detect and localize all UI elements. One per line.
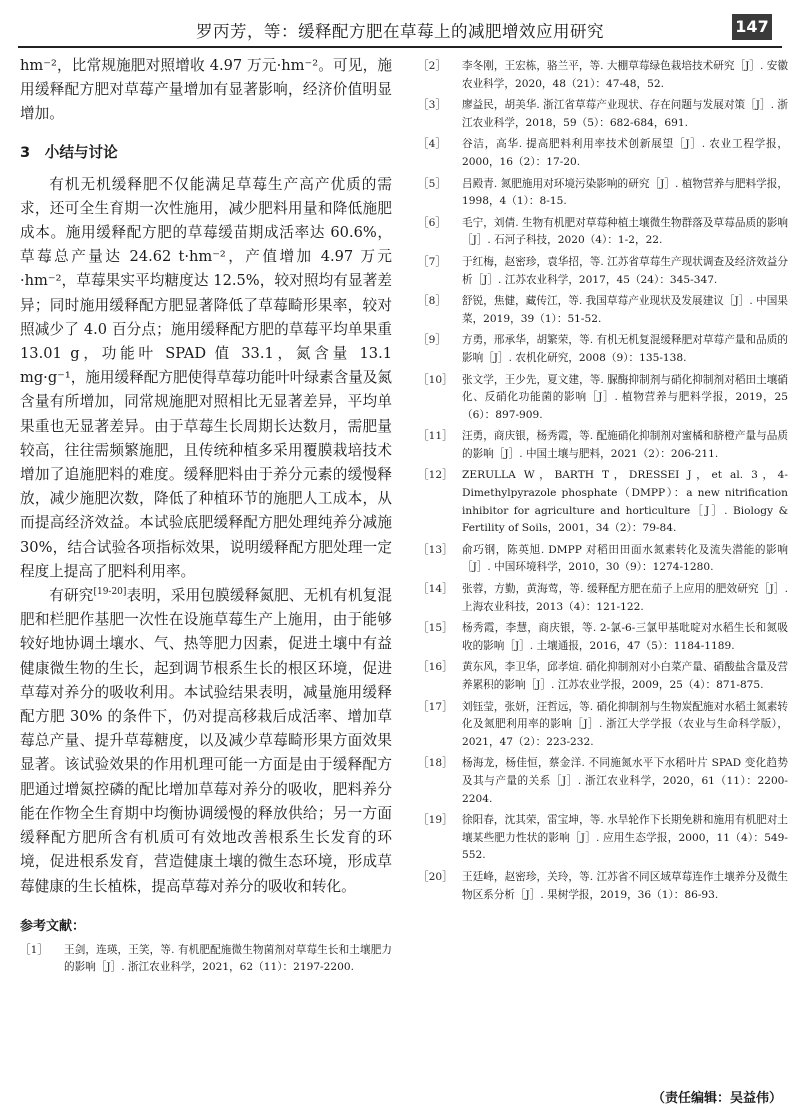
reference-item xyxy=(418,812,788,865)
reference-text: 吕殿青. 氮肥施用对环境污染影响的研究［J］. 植物营养与肥料学报，1998，4（1）：8-15. xyxy=(462,177,788,208)
reference-item xyxy=(418,659,788,694)
reference-item xyxy=(418,699,788,752)
section-heading: 3 小结与讨论 xyxy=(20,143,118,161)
reference-text: 张文学，王少先，夏文建，等. 脲酶抑制剂与硝化抑制剂对稻田土壤硝化、反硝化功能菌的影响［J］. 植物营养与肥料学报，2019，25（6）：897-909. xyxy=(462,373,788,421)
citation-ref[interactable]: [19-20] xyxy=(93,587,127,598)
reference-number: ［16］ xyxy=(418,661,453,674)
reference-text: 廖益民，胡美华. 浙江省草莓产业现状、存在问题与发展对策［J］. 浙江农业科学，2018，59（5）：682-684，691. xyxy=(462,99,788,129)
reference-text: 毛宁，刘倩. 生物有机肥对草莓种植土壤微生物群落及草莓品质的影响［J］. 石河子科技，2020（4）：1-2，22. xyxy=(462,216,788,247)
reference-item xyxy=(418,58,788,93)
reference-text: 方勇，邢承华，胡繁荣，等. 有机无机复混缓释肥对草莓产量和品质的影响［J］. 农机化研究，2008（9）：135-138. xyxy=(462,334,788,364)
paragraph-text: 表明，采用包膜缓释氮肥、无机有机复混肥和栏肥作基肥一次性在设施草莓生产上施用，由于能够较好地协调土壤水、气、热等肥力因素，促进土壤中有益健康微生物的生长，起到调节根系生长的根区环境，促进草莓对养分的吸收利用。本试验结果表明，减量施用缓释配方肥 30% 的条件下，仍对提高移栽后成活率、增加草莓总产量、提升草莓糖度，以及减少草莓畸形果方面效果显著。该试验效果的作用机理可能一方面是由于缓释配方肥通过增氮控磷的配比增加草莓对养分的吸收，肥料养分能在作物全生育期中均衡协调缓慢的释放供给；另一方面缓释配方肥所含有机质可有效地改善根系生长发育的环境，促进根系发育，营造健康土壤的微生态环境，形成草莓健康的生长植株，提高草莓对养分的吸收和转化。 xyxy=(20,587,392,895)
reference-text: 于红梅，赵密珍，袁华招，等. 江苏省草莓生产现状调查及经济效益分析［J］. 江苏农业科学，2017，45（24）：345-347. xyxy=(462,255,788,286)
reference-text: 徐阳春，沈其荣，雷宝坤，等. 水旱轮作下长期免耕和施用有机肥对土壤某些肥力性状的影响［J］. 应用生态学报，2000，11（4）：549-552. xyxy=(462,814,788,862)
header-rule xyxy=(18,46,782,48)
reference-item xyxy=(418,97,788,132)
reference-number: ［18］ xyxy=(418,757,453,770)
reference-item xyxy=(418,755,788,808)
reference-text: 刘钰莹，张妍，汪哲远，等. 硝化抑制剂与生物炭配施对水稻土氮素转化及氮肥利用率的影响［J］. 浙江大学学报（农业与生命科学版），2021，47（2）：223-232. xyxy=(462,700,788,748)
reference-item xyxy=(418,215,788,250)
reference-text: 张蓉，方勤，黄海莺，等. 缓释配方肥在茄子上应用的肥效研究［J］. 上海农业科技，2013（4）：121-122. xyxy=(462,583,788,613)
reference-text: 俞巧钢，陈英旭. DMPP 对稻田田面水氮素转化及流失潜能的影响［J］. 中国环境科学，2010，30（9）：1274-1280. xyxy=(462,543,788,574)
reference-text: ZERULLA W，BARTH T，DRESSEI J，et al. 3，4-Dimethylpyrazole phosphate（DMPP）：a new nitrification inhibitor for agriculture and horticulture［J］. Biology & Fertility of Soils，2001，34（2）：79-84. xyxy=(462,469,788,535)
reference-text: 李冬刚，王宏栋，骆兰平，等. 大棚草莓绿色栽培技术研究［J］. 安徽农业科学，2020，48（21）：47-48，52. xyxy=(462,60,788,90)
reference-item xyxy=(20,942,392,977)
reference-item xyxy=(418,581,788,616)
reference-number: ［7］ xyxy=(418,255,446,268)
running-title: 罗丙芳，等：缓释配方肥在草莓上的减肥增效应用研究 xyxy=(196,22,604,41)
page-header xyxy=(0,0,800,58)
reference-number: ［11］ xyxy=(418,430,453,443)
reference-text: 杨海龙，杨佳恒，蔡金洋. 不同施氮水平下水稻叶片 SPAD 变化趋势及其与产量的关系［J］. 浙江农业科学，2020，61（11）：2200-2204. xyxy=(462,757,788,805)
references-heading: 参考文献： xyxy=(20,918,86,934)
discussion-paragraph-2 xyxy=(20,584,392,899)
reference-number: ［2］ xyxy=(418,60,446,72)
reference-item xyxy=(418,467,788,537)
reference-item xyxy=(418,332,788,367)
discussion-paragraph-1: 有机无机缓释肥不仅能满足草莓生产高产优质的需求，还可全生育期一次性施用，减少肥料用量和降低施肥成本。施用缓释配方肥的草莓缓苗期成活率达 60.6%，草莓总产量达 24.62 t·hm⁻²，产值增加 4.97 万元·hm⁻²，草莓果实平均糖度达 12.5%，较对照均有显著差异；同时施用缓释配方肥显著降低了草莓畸形果率，较对照减少了 4.0 百分点；施用缓释配方肥的草莓平均单果重 13.01 g，功能叶 SPAD 值 33.1，氮含量 13.1 mg·g⁻¹，施用缓释配方肥使得草莓功能叶叶绿素含量及氮含量有所增加，同常规施肥对照相比无显著差异，平均单果重也无显著差异。由于草莓生长周期长达数月，需肥量较高，往往需频繁施肥，且传统种植多采用覆膜栽培技术增加了追施肥料的难度。缓释肥料由于养分元素的缓慢释放，减少施肥次数，降低了种植环节的施肥人工成本，从而提高经济效益。本试验底肥缓释配方肥处理纯养分减施 30%，结合试验各项指标效果，说明缓释配方肥处理一定程度上提高了肥料利用率。 xyxy=(20,175,392,580)
right-column xyxy=(418,58,788,908)
reference-number: ［19］ xyxy=(418,814,453,827)
reference-text: 谷洁，高华. 提高肥料利用率技术创新展望［J］. 农业工程学报，2000，16（2）：17-20. xyxy=(462,138,788,168)
reference-item xyxy=(418,293,788,328)
reference-item xyxy=(418,254,788,289)
reference-item xyxy=(418,869,788,904)
reference-number: ［14］ xyxy=(418,583,453,596)
reference-number: ［20］ xyxy=(418,870,453,883)
reference-text: 王剑，连瑛，王笑，等. 有机肥配施微生物菌剂对草莓生长和土壤肥力的影响［J］. 浙江农业科学，2021，62（11）：2197-2200. xyxy=(64,943,392,974)
paragraph-text: 有研究 xyxy=(49,587,94,605)
reference-number: ［6］ xyxy=(418,216,446,229)
reference-number: ［10］ xyxy=(418,373,453,386)
reference-number: ［12］ xyxy=(418,469,453,482)
reference-item xyxy=(418,620,788,655)
reference-item xyxy=(418,542,788,577)
reference-number: ［3］ xyxy=(418,99,446,112)
reference-number: ［5］ xyxy=(418,177,446,190)
reference-text: 黄东风，李卫华，邱孝煊. 硝化抑制剂对小白菜产量、硝酸盐含量及营养累积的影响［J］. 江苏农业学报，2009，25（4）：871-875. xyxy=(462,661,788,691)
reference-item xyxy=(418,176,788,211)
editor-credit: （责任编辑：吴益伟） xyxy=(651,1091,782,1106)
reference-number: ［1］ xyxy=(20,943,48,956)
left-column xyxy=(20,54,392,980)
reference-number: ［4］ xyxy=(418,138,446,151)
reference-item xyxy=(418,428,788,463)
reference-number: ［8］ xyxy=(418,295,446,308)
reference-number: ［9］ xyxy=(418,334,446,347)
page-number: 147 xyxy=(732,14,772,40)
reference-item xyxy=(418,372,788,425)
reference-text: 舒锐，焦健，藏传江，等. 我国草莓产业现状及发展建议［J］. 中国果菜，2019，39（1）：51-52. xyxy=(462,295,788,325)
reference-text: 王廷峰，赵密珍，关玲，等. 江苏省不同区域草莓连作土壤养分及微生物区系分析［J］. 果树学报，2019，36（1）：86-93. xyxy=(462,870,788,901)
intro-paragraph: hm⁻²，比常规施肥对照增收 4.97 万元·hm⁻²。可见，施用缓释配方肥对草莓产量增加有显著影响，经济价值明显增加。 xyxy=(20,57,392,123)
reference-item xyxy=(418,136,788,171)
reference-number: ［15］ xyxy=(418,622,453,635)
reference-text: 杨秀霞，李慧，商庆银，等. 2-氯-6-三氯甲基吡啶对水稻生长和氮吸收的影响［J］. 土壤通报，2016，47（5）：1184-1189. xyxy=(462,622,788,652)
reference-number: ［17］ xyxy=(418,700,453,713)
reference-number: ［13］ xyxy=(418,543,453,556)
reference-text: 汪勇，商庆银，杨秀霞，等. 配施硝化抑制剂对蜜橘和脐橙产量与品质的影响［J］. 中国土壤与肥料，2021（2）：206-211. xyxy=(462,430,788,460)
